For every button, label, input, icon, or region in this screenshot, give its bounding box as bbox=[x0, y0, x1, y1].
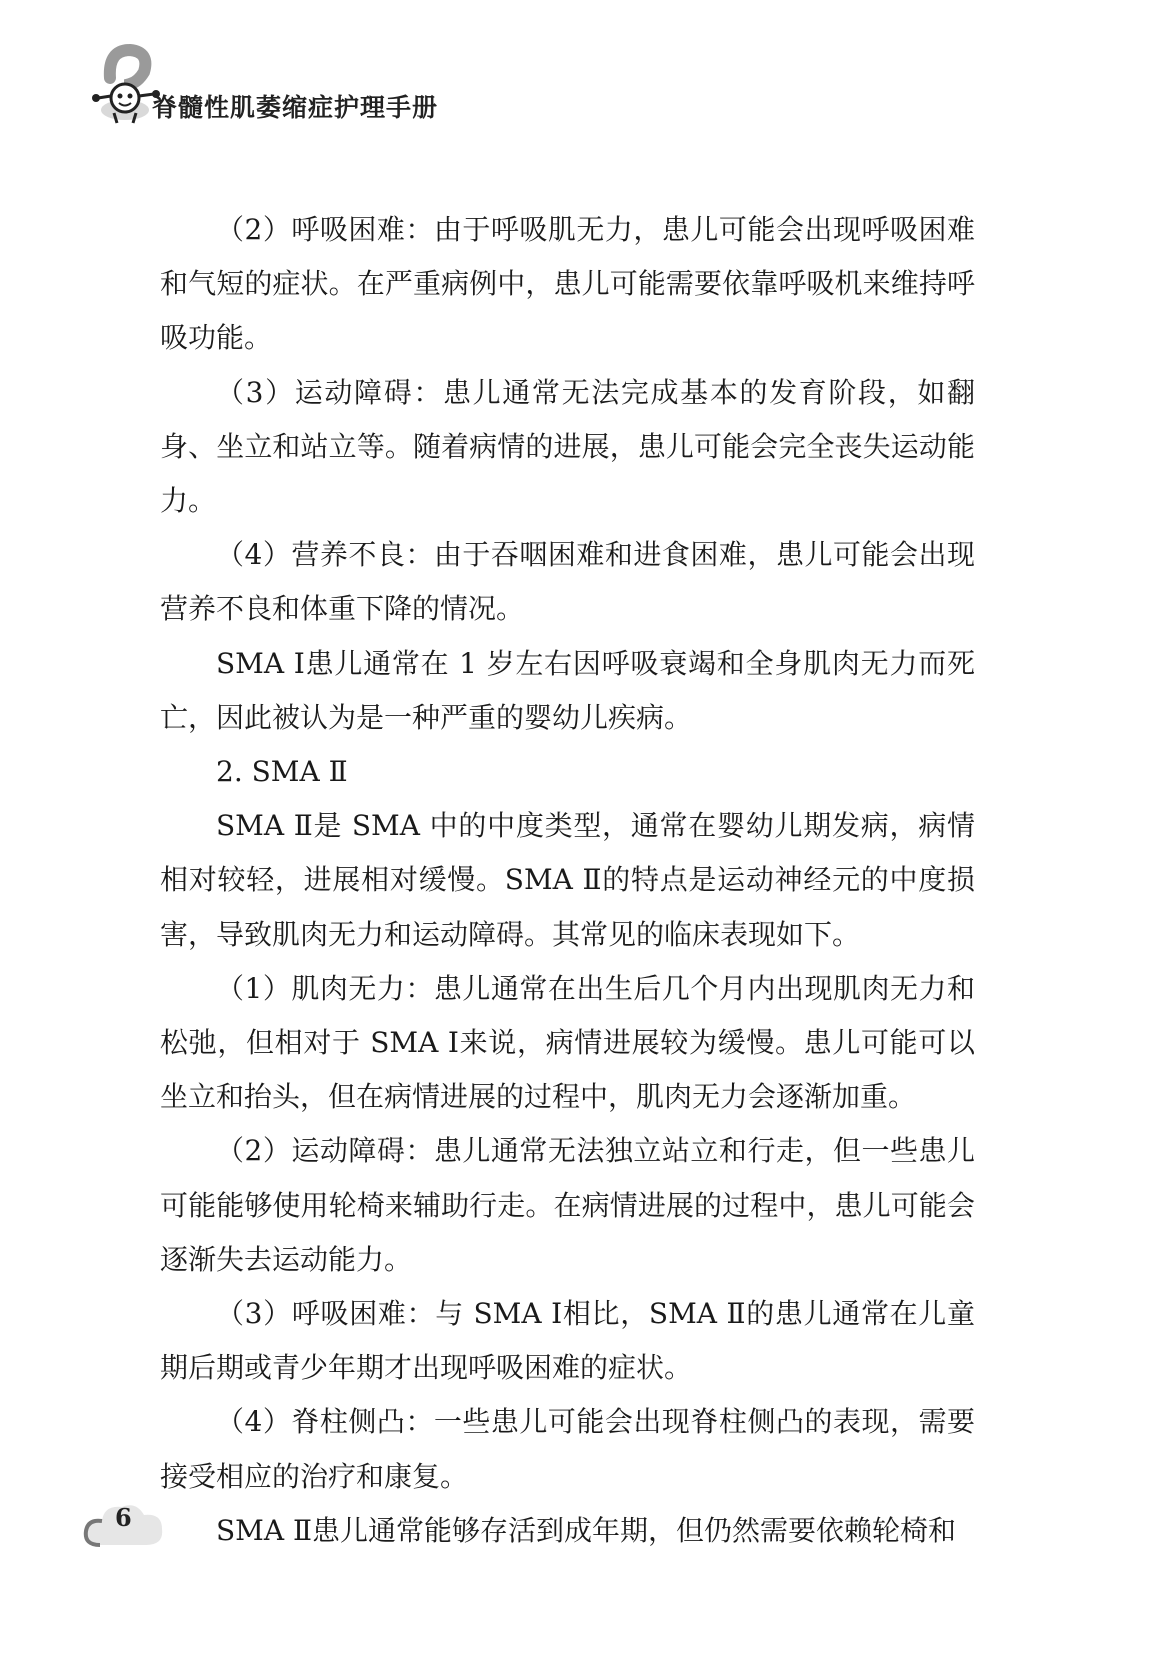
book-title: 脊髓性肌萎缩症护理手册 bbox=[152, 93, 439, 122]
page-body bbox=[160, 203, 975, 1558]
paragraph: （4）脊柱侧凸：一些患儿可能会出现脊柱侧凸的表现，需要接受相应的治疗和康复。 bbox=[160, 1405, 975, 1493]
page-footer bbox=[80, 1495, 170, 1555]
paragraph: SMA Ⅱ是 SMA 中的中度类型，通常在婴幼儿期发病，病情相对较轻，进展相对缓慢。SMA Ⅱ的特点是运动神经元的中度损害，导致肌肉无力和运动障碍。其常见的临床表现如下。 bbox=[160, 809, 975, 951]
section-heading: 2. SMA Ⅱ bbox=[216, 755, 348, 789]
paragraph: （3）运动障碍：患儿通常无法完成基本的发育阶段，如翻身、坐立和站立等。随着病情的进展，患儿可能会完全丧失运动能力。 bbox=[160, 375, 975, 518]
paragraph: SMA Ⅱ患儿通常能够存活到成年期，但仍然需要依赖轮椅和 bbox=[216, 1513, 957, 1547]
page-header bbox=[80, 38, 680, 128]
paragraph: （2）呼吸困难：由于呼吸肌无力，患儿可能会出现呼吸困难和气短的症状。在严重病例中，患儿可能需要依靠呼吸机来维持呼吸功能。 bbox=[160, 213, 975, 355]
paragraph: SMA Ⅰ患儿通常在 1 岁左右因呼吸衰竭和全身肌肉无力而死亡，因此被认为是一种严重的婴幼儿疾病。 bbox=[160, 646, 975, 734]
paragraph: （4）营养不良：由于吞咽困难和进食困难，患儿可能会出现营养不良和体重下降的情况。 bbox=[160, 538, 975, 626]
paragraph: （2）运动障碍：患儿通常无法独立站立和行走，但一些患儿可能能够使用轮椅来辅助行走。在病情进展的过程中，患儿可能会逐渐失去运动能力。 bbox=[160, 1134, 975, 1276]
page-number: 6 bbox=[115, 1503, 132, 1532]
paragraph: （3）呼吸困难：与 SMA Ⅰ相比，SMA Ⅱ的患儿通常在儿童期后期或青少年期才出现呼吸困难的症状。 bbox=[160, 1297, 975, 1385]
paragraph: （1）肌肉无力：患儿通常在出生后几个月内出现肌肉无力和松弛，但相对于 SMA Ⅰ来说，病情进展较为缓慢。患儿可能可以坐立和抬头，但在病情进展的过程中，肌肉无力会逐渐加重。 bbox=[160, 971, 975, 1114]
